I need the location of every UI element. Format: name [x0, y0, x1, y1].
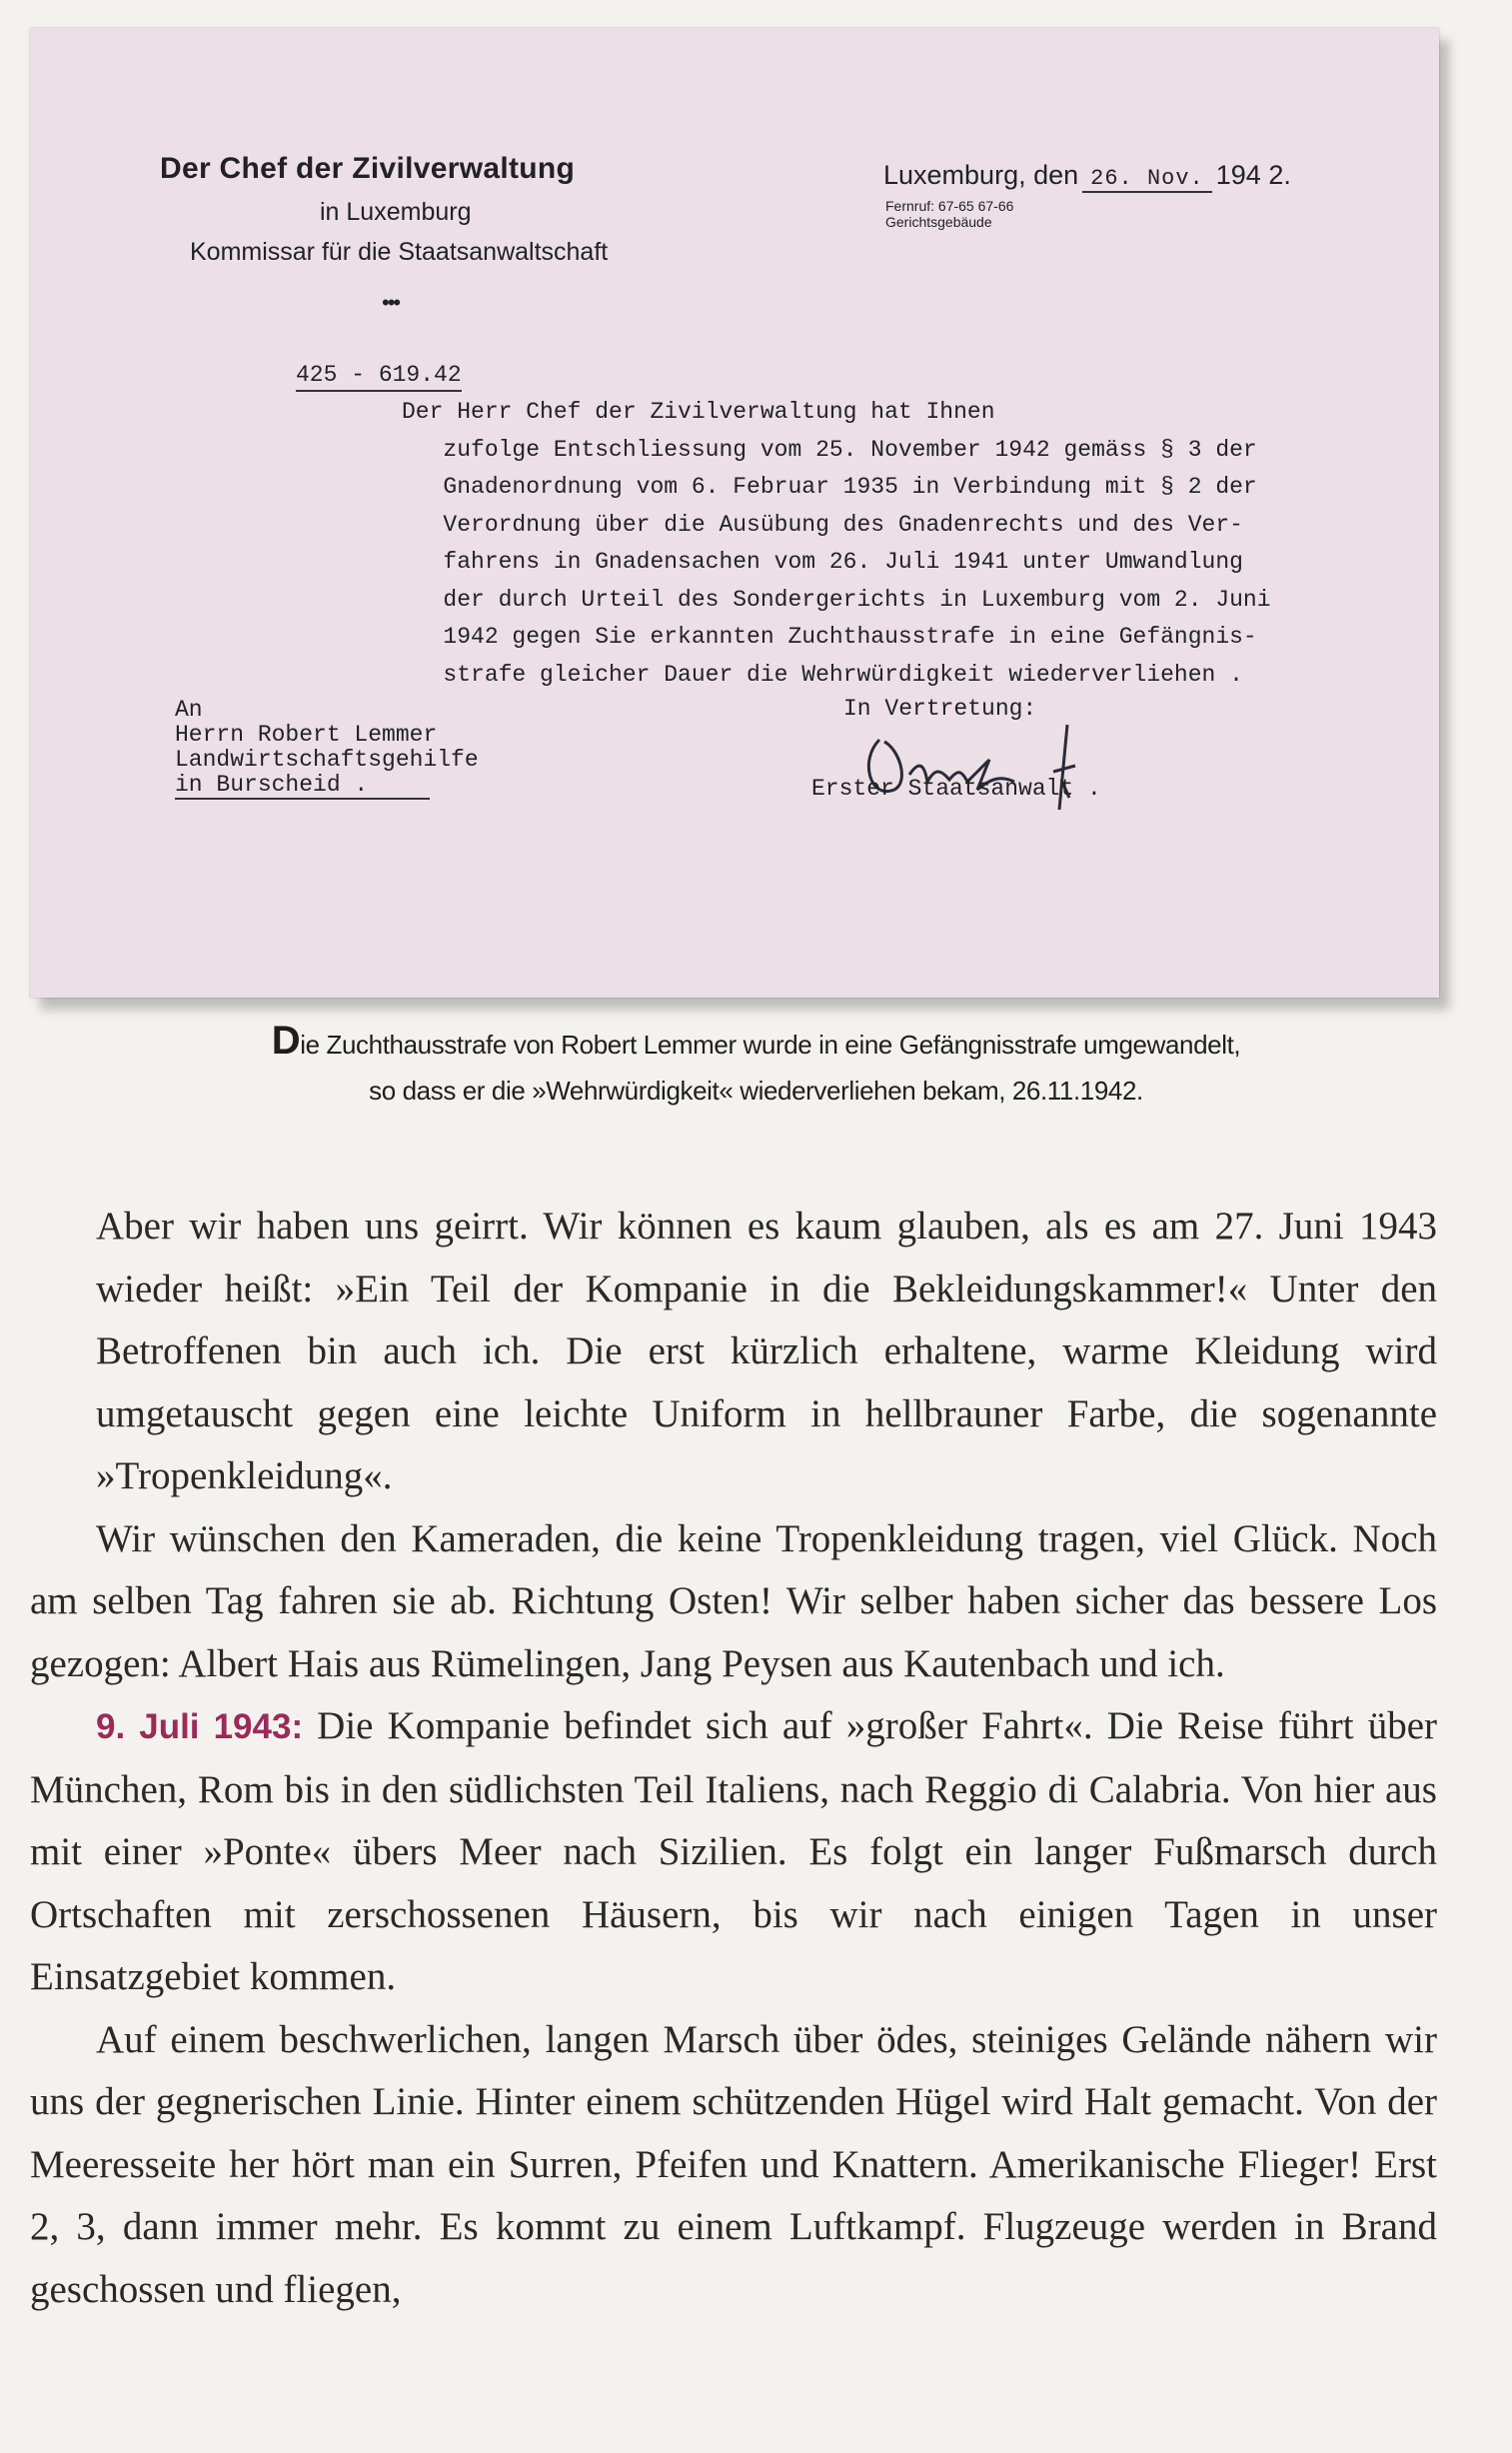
- paragraph-3: [30, 1695, 1437, 2009]
- letter-reference-number: 425 - 619.42: [296, 362, 462, 392]
- letter-place: Luxemburg, den: [883, 160, 1079, 190]
- paragraph-2: Wir wünschen den Kameraden, die keine Tropenkleidung tragen, viel Glück. Noch am selben Tag fahren sie ab. Richtung Osten! Wir selber haben sicher das bessere Los gezogen: Albert Hais aus Rümelingen, Jang Peysen aus Kautenbach und ich.: [30, 1516, 1437, 1685]
- letter-date: 26. Nov.: [1082, 166, 1212, 193]
- letterhead-title: Der Chef der Zivilverwaltung: [160, 152, 576, 185]
- address-name: Herrn Robert Lemmer: [175, 722, 438, 748]
- letter-place-date: [883, 160, 1291, 193]
- caption-text-1: ie Zuchthausstrafe von Robert Lemmer wurde in eine Gefängnisstrafe umgewandelt,: [300, 1030, 1241, 1060]
- letter-in-vertretung: In Vertretung:: [843, 696, 1037, 722]
- letter-address: [175, 698, 479, 800]
- body-text: [30, 1196, 1437, 2321]
- caption-dropcap: D: [271, 1019, 301, 1063]
- letterhead-department: Kommissar für die Staatsanwaltschaft: [190, 238, 609, 266]
- figure-caption: [0, 1018, 1512, 1114]
- paragraph-3-text: Die Kompanie befindet sich auf »großer Fahrt«. Die Reise führt über München, Rom bis in den südlichsten Teil Italiens, nach Reggio di Calabria. Von hier aus mit einer »Ponte« übers Meer nach Sizilien. Es folgt ein langer Fußmarsch durch Ortschaften mit zerschossenen Häusern, bis wir nach einigen Tagen in unser Einsatzgebiet kommen.: [30, 1704, 1438, 1998]
- address-place: in Burscheid .: [175, 773, 430, 800]
- caption-line-1: [0, 1018, 1512, 1068]
- letter-photo: [30, 28, 1439, 998]
- paragraph-4: Auf einem beschwerlichen, langen Marsch über ödes, steiniges Gelände nähern wir uns der gegnerischen Linie. Hinter einem schützenden Hügel wird Halt gemacht. Von der Meeresseite her hört man ein Surren, Pfeifen und Knattern. Amerikanische Flieger! Erst 2, 3, dann immer mehr. Es kommt zu einem Luftkampf. Flugzeuge werden in Brand geschossen und fliegen,: [30, 2017, 1437, 2311]
- letterhead-ornament: •••: [382, 290, 400, 315]
- letterhead-contact: [885, 198, 1013, 230]
- letterhead-location: in Luxemburg: [320, 198, 472, 226]
- address-to: An: [175, 697, 203, 723]
- paragraph-1: Aber wir haben uns geirrt. Wir können es kaum glauben, als es am 27. Juni 1943 wieder heißt: »Ein Teil der Kompanie in die Bekleidungskammer!« Unter den Betroffenen bin auch ich. Die erst kürzlich erhaltene, warme Kleidung wird umgetauscht gegen eine leichte Uniform in hellbrauner Farbe, die sogenannte »Tropenkleidung«.: [96, 1205, 1437, 1497]
- handwritten-signature: [839, 720, 1089, 820]
- signatory-title: Erster Staatsanwalt .: [811, 776, 1101, 802]
- letterhead-building: Gerichtsgebäude: [885, 214, 992, 230]
- letter-year: 194 2.: [1215, 160, 1291, 190]
- address-occupation: Landwirtschaftsgehilfe: [175, 747, 479, 773]
- letterhead-phone: Fernruf: 67-65 67-66: [885, 198, 1014, 214]
- letter-body: Der Herr Chef der Zivilverwaltung hat Ihnen zufolge Entschliessung vom 25. November 1942 gemäss § 3 der Gnadenordnung vom 6. Februar 1935 in Verbindung mit § 2 der Verordnung über die Ausübung des Gnadenrechts und des Ver- fahrens in Gnadensachen vom 26. Juli 1941 unter Umwandlung der durch Urteil des Sondergerichts in Luxemburg vom 2. Juni 1942 gegen Sie erkannten Zuchthausstrafe in eine Gefängnis- strafe gleicher Dauer die Wehrwürdigkeit wiederverliehen .: [402, 399, 1271, 688]
- caption-line-2: so dass er die »Wehrwürdigkeit« wiederverliehen bekam, 26.11.1942.: [369, 1076, 1143, 1106]
- date-heading: 9. Juli 1943:: [96, 1707, 304, 1746]
